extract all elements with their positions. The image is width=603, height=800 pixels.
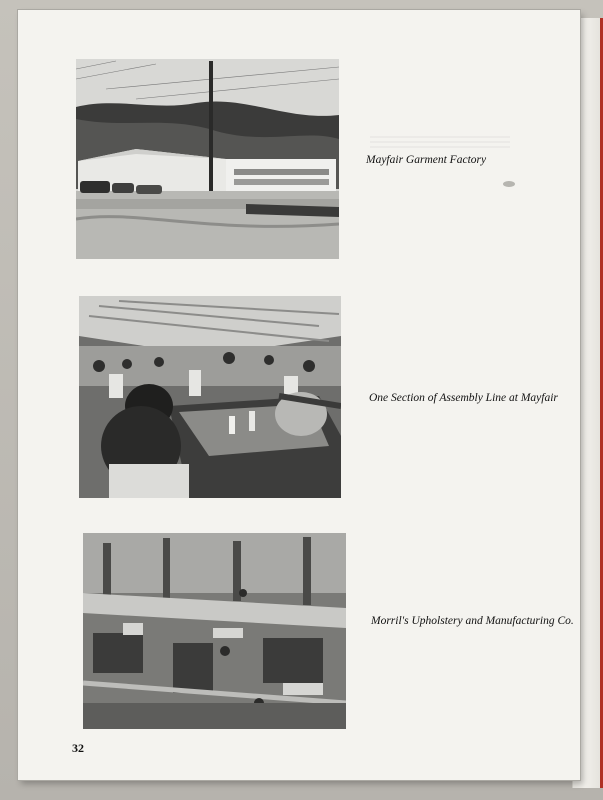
show-through-text bbox=[370, 134, 510, 148]
figure-caption-1: Mayfair Garment Factory bbox=[366, 154, 487, 166]
ink-smudge bbox=[503, 181, 515, 187]
figure-caption-2: One Section of Assembly Line at Mayfair bbox=[369, 392, 558, 404]
page-number: 32 bbox=[72, 741, 84, 755]
assembly-line-photo bbox=[79, 296, 341, 498]
figure-caption-3: Morril's Upholstery and Manufacturing Co. bbox=[371, 615, 574, 627]
upholstery-workshop-photo bbox=[83, 533, 346, 729]
factory-exterior-photo bbox=[76, 59, 339, 259]
